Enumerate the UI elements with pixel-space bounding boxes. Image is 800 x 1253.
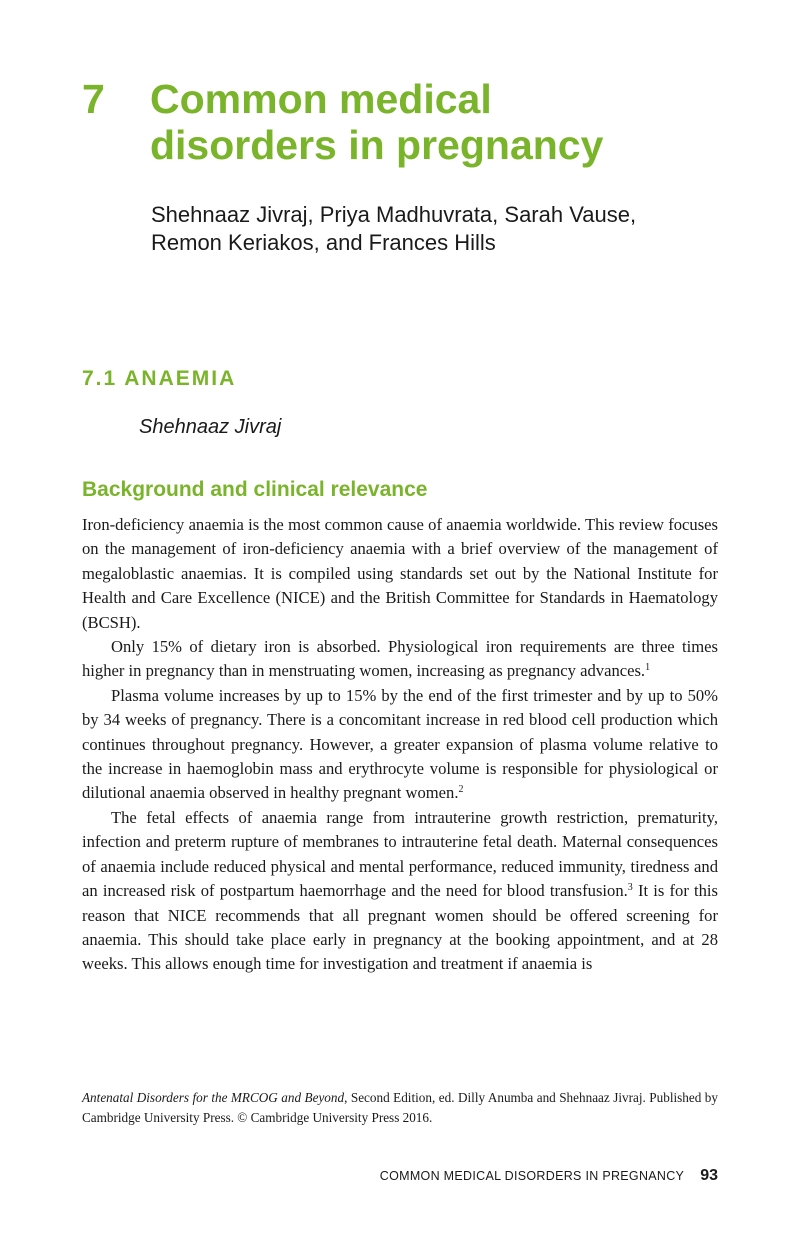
page-number: 93: [700, 1167, 718, 1184]
section-title: ANAEMIA: [124, 367, 237, 390]
section-heading: [82, 367, 236, 391]
paragraph-4: [82, 806, 718, 977]
publication-footnote: [82, 1088, 718, 1128]
chapter-title-line-2: disorders in pregnancy: [150, 122, 604, 168]
paragraph-4-text-b: It is for this reason that NICE recommends that all pregnant women should be offered screening for anaemia. This should take place early in pregnancy at the booking appointment, and at 28 weeks. This allows enough time for investigation and treatment if anaemia is: [82, 881, 718, 974]
footnote-book-title: Antenatal Disorders for the MRCOG and Beyond: [82, 1090, 345, 1105]
section-author: Shehnaaz Jivraj: [139, 416, 282, 438]
paragraph-2: [82, 635, 718, 684]
paragraph-4-text-a: The fetal effects of anaemia range from intrauterine growth restriction, prematurity, infection and preterm rupture of membranes to intrauterine fetal death. Maternal consequences of anaemia include reduced physical and mental performance, reduced immunity, tiredness and an increased risk of postpartum haemorrhage and the need for blood transfusion.: [82, 807, 718, 901]
chapter-authors: [151, 201, 751, 257]
paragraph-2-text: Only 15% of dietary iron is absorbed. Physiological iron requirements are three times higher in pregnancy than in menstruating women, increasing as pregnancy advances.: [82, 637, 718, 681]
reference-1: 1: [645, 662, 651, 674]
chapter-heading: [82, 76, 760, 168]
authors-line-2: Remon Keriakos, and Frances Hills: [151, 230, 496, 255]
running-head: COMMON MEDICAL DISORDERS IN PREGNANCY: [379, 1169, 685, 1183]
running-footer: [380, 1167, 718, 1185]
authors-line-1: Shehnaaz Jivraj, Priya Madhuvrata, Sarah Vause,: [151, 202, 637, 227]
section-number: 7.1: [82, 367, 118, 390]
chapter-title: [150, 76, 760, 168]
paragraph-3-text: Plasma volume increases by up to 15% by the end of the first trimester and by up to 50% by 34 weeks of pregnancy. There is a concomitant increase in red blood cell production which continues throughout pregnancy. However, a greater expansion of plasma volume relative to the increase in haemoglobin mass and erythrocyte volume is responsible for physiological or dilutional anaemia observed in healthy pregnant women.: [82, 685, 718, 803]
chapter-number: 7: [82, 76, 105, 122]
paragraph-3: [82, 684, 718, 806]
chapter-title-line-1: Common medical: [150, 76, 492, 122]
reference-2: 2: [458, 784, 464, 796]
paragraph-1: Iron-deficiency anaemia is the most common cause of anaemia worldwide. This review focuses on the management of iron-deficiency anaemia with a brief overview of the management of megaloblastic anaemias. It is compiled using standards set out by the National Institute for Health and Care Excellence (NICE) and the British Committee for Standards in Haematology (BCSH).: [82, 515, 718, 632]
body-text: [82, 513, 718, 977]
footnote-details: , Second Edition, ed. Dilly Anumba and Shehnaaz Jivraj. Published by Cambridge University Press. © Cambridge University Press 2016.: [82, 1090, 718, 1125]
subheading: Background and clinical relevance: [82, 478, 428, 501]
reference-3: 3: [627, 882, 633, 894]
